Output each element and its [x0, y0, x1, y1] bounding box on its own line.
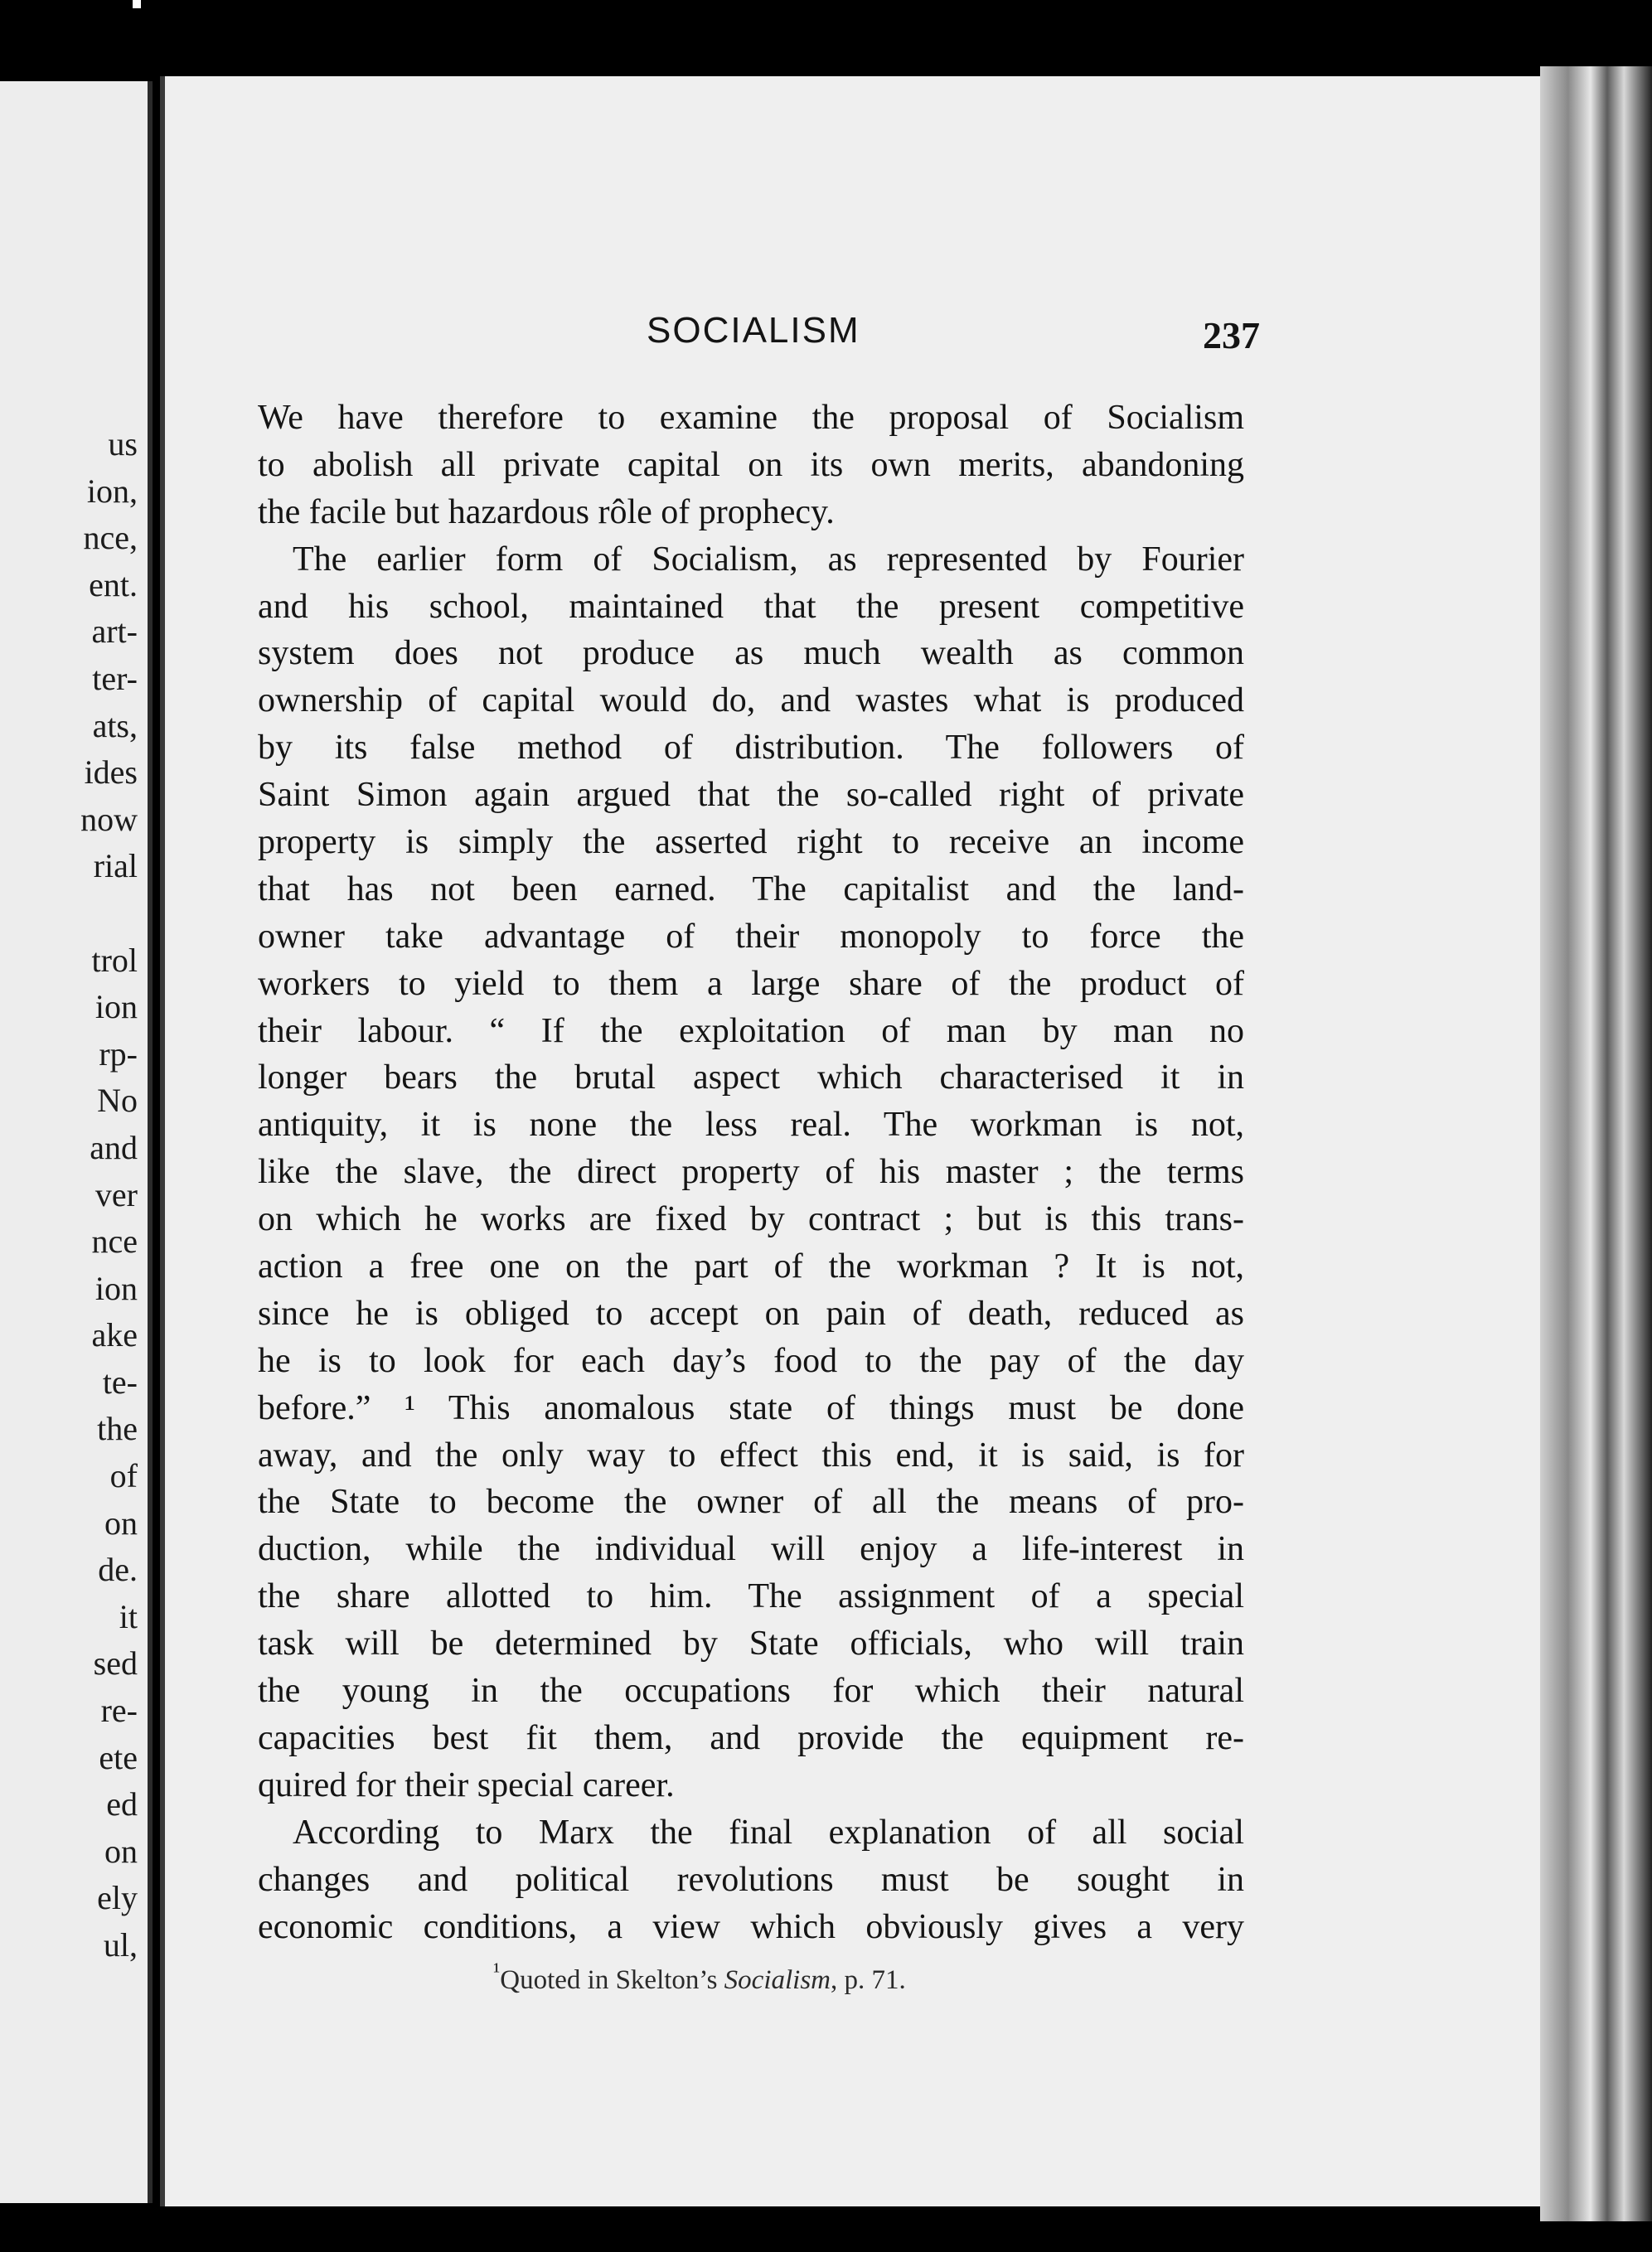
left-page-line-fragment: nce, [83, 519, 138, 557]
left-page-line-fragment: the [97, 1410, 138, 1448]
left-page-line-fragment: ed [106, 1785, 138, 1823]
left-page-line-fragment: rp- [99, 1034, 138, 1073]
text-line: quired for their special career. [258, 1765, 675, 1804]
text-line: the facile but hazardous rôle of prophecy. [258, 492, 835, 531]
text-line: like the slave, the direct property of his master ; the terms [258, 1153, 1244, 1192]
running-head [160, 310, 1540, 360]
text-line: on which he works are fixed by contract ; but is this trans- [258, 1200, 1244, 1239]
text-line: owner take advantage of their monopoly to force the [258, 917, 1244, 956]
footnote-suffix: , p. 71. [831, 1965, 906, 1995]
left-page-line-fragment: ter- [92, 659, 138, 697]
left-page-line-fragment: ver [94, 1175, 138, 1213]
left-page-line-fragment: of [109, 1457, 138, 1495]
left-page-fragment [0, 81, 153, 2203]
left-page-line-fragment: on [104, 1504, 138, 1542]
running-head-title: SOCIALISM [647, 310, 860, 351]
left-page-line-fragment: ats, [92, 706, 138, 744]
left-page-line-fragment: now [80, 800, 138, 838]
scan-speck [133, 0, 141, 8]
left-page-line-fragment [80, 890, 138, 937]
left-page-line-endings [80, 421, 138, 1969]
text-line: According to Marx the final explanation of all social [293, 1813, 1244, 1852]
text-line: their labour. “ If the exploitation of man by man no [258, 1011, 1244, 1050]
left-page-line-fragment: sed [93, 1644, 138, 1683]
text-line: duction, while the individual will enjoy a life-interest in [258, 1530, 1244, 1569]
left-page-line-fragment: de. [98, 1551, 138, 1589]
left-page-line-fragment: ion, [86, 472, 138, 510]
page-number: 237 [1203, 314, 1260, 356]
text-line: We have therefore to examine the proposal of Socialism [258, 399, 1244, 437]
text-line: antiquity, it is none the less real. The workman is not, [258, 1106, 1244, 1145]
left-page-line-fragment: nce [91, 1223, 138, 1261]
footnote-marker: ¹ [493, 1958, 501, 1983]
page [160, 76, 1540, 2206]
left-page-line-fragment: rial [93, 847, 138, 885]
left-page-line-fragment: ides [84, 753, 138, 792]
text-line: he is to look for each day’s food to the pay of the day [258, 1341, 1244, 1380]
left-page-line-fragment: re- [100, 1692, 138, 1730]
text-line: before.” ¹ This anomalous state of things must be done [258, 1388, 1244, 1427]
text-line: longer bears the brutal aspect which characterised it in [258, 1058, 1244, 1097]
text-line: changes and political revolutions must be sought in [258, 1860, 1244, 1899]
left-page-line-fragment: it [119, 1597, 138, 1635]
left-page-line-fragment: ely [97, 1879, 138, 1917]
text-line: that has not been earned. The capitalist and the land- [258, 869, 1244, 908]
text-line: capacities best fit them, and provide the equipment re- [258, 1718, 1244, 1757]
text-line: by its false method of distribution. The followers of [258, 729, 1244, 768]
left-page-line-fragment: ent. [89, 565, 138, 603]
text-line: and his school, maintained that the present competitive [258, 587, 1244, 626]
body-text [258, 395, 1244, 1950]
text-line: The earlier form of Socialism, as represented by Fourier [293, 540, 1244, 579]
text-line: since he is obliged to accept on pain of death, reduced as [258, 1294, 1244, 1333]
footnote [493, 1958, 906, 1996]
text-line: away, and the only way to effect this end, it is said, is for [258, 1436, 1244, 1475]
left-page-line-fragment: No [97, 1082, 138, 1120]
left-page-line-fragment: trol [91, 941, 138, 979]
text-line: the share allotted to him. The assignment of a special [258, 1577, 1244, 1616]
left-page-line-fragment: ete [99, 1738, 138, 1776]
left-page-line-fragment: and [90, 1128, 138, 1166]
text-line: Saint Simon again argued that the so-called right of private [258, 776, 1244, 815]
left-page-line-fragment: ion [94, 988, 138, 1026]
left-page-line-fragment: ake [91, 1316, 138, 1354]
text-line: to abolish all private capital on its own merits, abandoning [258, 445, 1244, 484]
page-edge-stack [1540, 66, 1652, 2221]
text-line: economic conditions, a view which obviously gives a very [258, 1907, 1244, 1946]
left-page-line-fragment: art- [91, 613, 138, 651]
text-line: the State to become the owner of all the means of pro- [258, 1483, 1244, 1522]
text-line: system does not produce as much wealth as common [258, 634, 1244, 673]
text-line: the young in the occupations for which their natural [258, 1672, 1244, 1711]
left-page-line-fragment: on [104, 1832, 138, 1870]
text-line: workers to yield to them a large share of the product of [258, 964, 1244, 1003]
text-line: task will be determined by State officials, who will train [258, 1625, 1244, 1664]
left-page-line-fragment: te- [102, 1363, 138, 1401]
left-page-line-fragment: ul, [103, 1926, 138, 1964]
text-line: action a free one on the part of the workman ? It is not, [258, 1247, 1244, 1286]
footnote-prefix: Quoted in Skelton’s [500, 1965, 724, 1995]
left-page-line-fragment: ion [94, 1269, 138, 1307]
text-line: ownership of capital would do, and wastes what is produced [258, 681, 1244, 720]
text-line: property is simply the asserted right to receive an income [258, 823, 1244, 862]
footnote-cited-title: Socialism [724, 1965, 831, 1995]
left-page-line-fragment: us [108, 425, 138, 463]
